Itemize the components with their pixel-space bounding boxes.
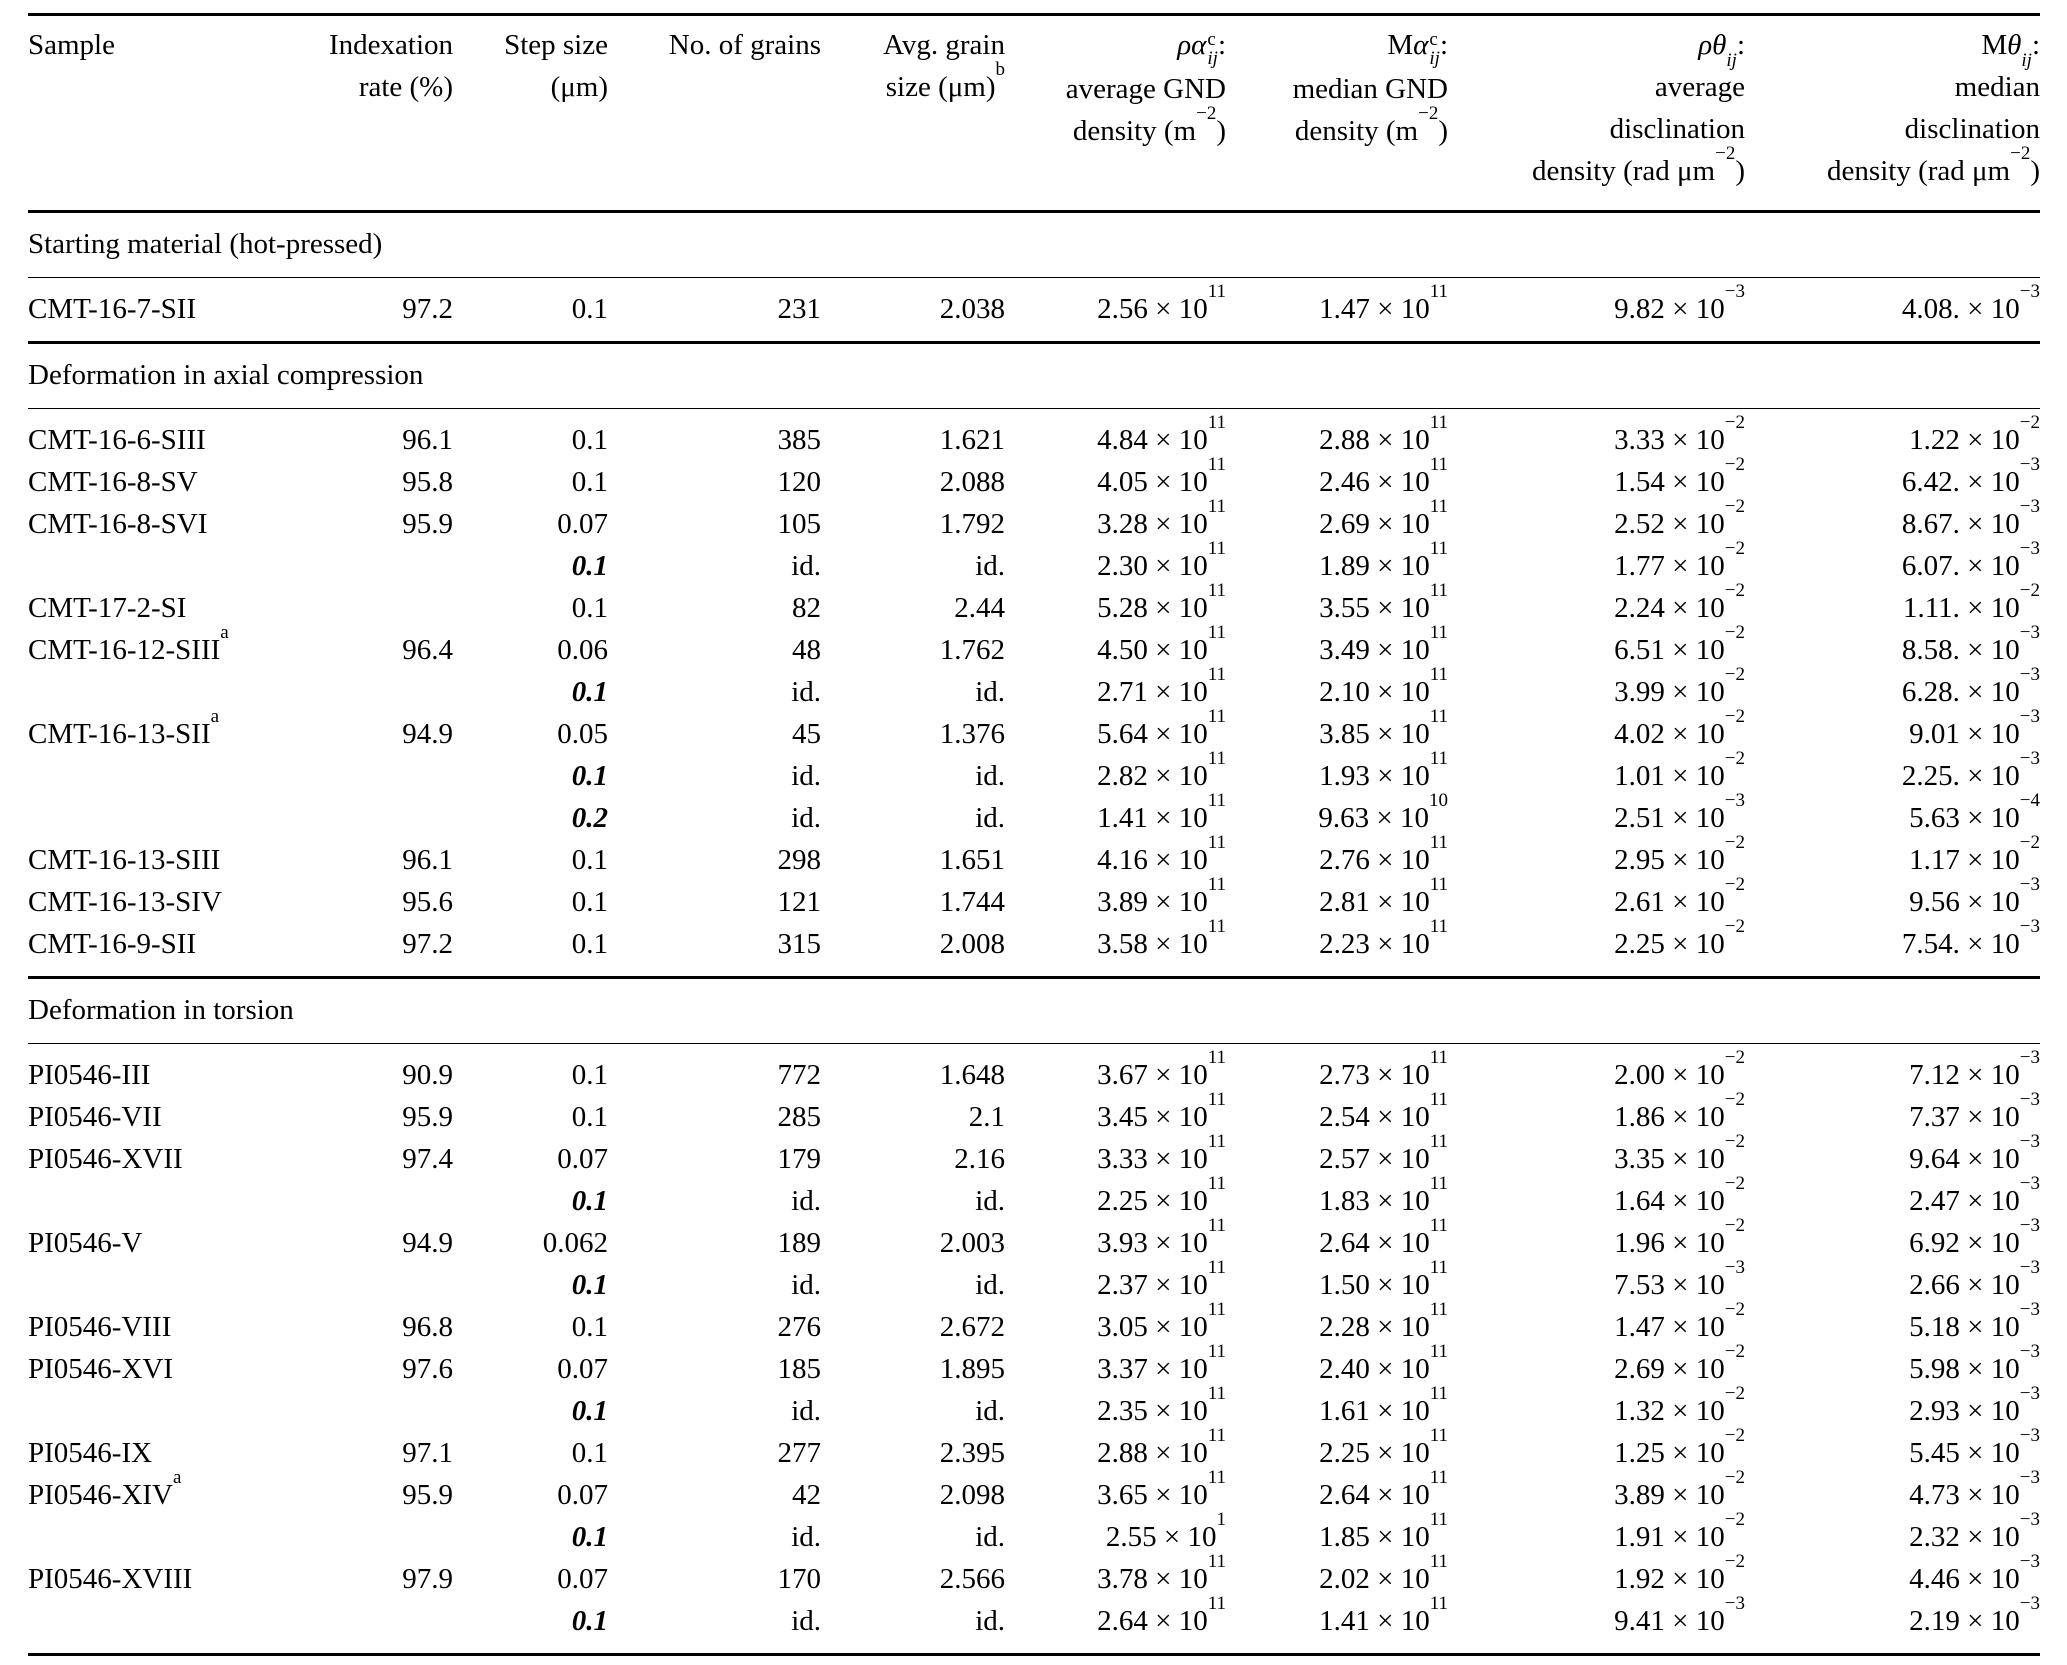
column-header-avg-gnd-density-line-3: density $(m^{-2})$	[1072, 103, 1226, 147]
cell-avg-grain-size: 2.098	[939, 1479, 1005, 1511]
cell-step-size: 0.05	[557, 718, 608, 750]
column-header-avg-grain-size-line-1: Avg. grain	[883, 29, 1005, 61]
cell-avg-grain-size: 2.003	[939, 1227, 1005, 1259]
cell-step-size: 0.1	[571, 928, 608, 960]
cell-avg-grain-size: 1.762	[939, 634, 1005, 666]
cell-avg-grain-size: 2.038	[939, 293, 1005, 325]
cell-indexation-rate: 97.6	[402, 1353, 453, 1385]
cell-avg-grain-size: id.	[975, 1605, 1005, 1637]
cell-indexation-rate	[308, 587, 453, 629]
cell-median-disclination-density: $2.66 \times 10^{-3}$	[1909, 1257, 2040, 1301]
cell-median-disclination-density: $2.47 \times 10^{-3}$	[1909, 1173, 2040, 1217]
cell-no-of-grains: id.	[791, 760, 821, 792]
column-header-sample	[28, 15, 308, 212]
column-header-no-of-grains-line-1: No. of grains	[668, 29, 821, 61]
cell-avg-grain-size: id.	[975, 1185, 1005, 1217]
cell-avg-disclination-density: $7.53 \times 10^{-3}$	[1614, 1257, 1745, 1301]
cell-sample: CMT-16-8-SVI	[28, 508, 208, 540]
cell-indexation-rate: 90.9	[402, 1059, 453, 1091]
cell-median-gnd-density: $2.73 \times 10^{11}$	[1319, 1047, 1448, 1091]
cell-avg-grain-size: 2.566	[939, 1563, 1005, 1595]
cell-step-size: 0.1	[571, 676, 608, 708]
cell-avg-disclination-density: $1.91 \times 10^{-2}$	[1614, 1509, 1745, 1553]
cell-avg-gnd-density: $2.88 \times 10^{11}$	[1097, 1425, 1226, 1469]
cell-avg-disclination-density: $2.61 \times 10^{-2}$	[1614, 874, 1745, 918]
column-header-median-disclination-density	[1745, 15, 2040, 212]
cell-sample	[28, 1180, 308, 1222]
cell-avg-gnd-density: $3.37 \times 10^{11}$	[1097, 1341, 1226, 1385]
cell-sample: CMT-16-8-SV	[28, 466, 198, 498]
table-row	[28, 1600, 2040, 1655]
cell-sample	[28, 545, 308, 587]
column-header-median-disclination-density-line-2: median	[1954, 71, 2040, 103]
cell-sample: PI0546-VIII	[28, 1311, 172, 1343]
cell-median-gnd-density: $1.83 \times 10^{11}$	[1319, 1173, 1448, 1217]
cell-avg-grain-size: id.	[975, 550, 1005, 582]
cell-median-gnd-density: $1.50 \times 10^{11}$	[1319, 1257, 1448, 1301]
cell-sample: PI0546-XIV$^a$	[28, 1467, 182, 1511]
cell-avg-grain-size: 1.621	[939, 424, 1005, 456]
cell-median-gnd-density: $3.85 \times 10^{11}$	[1319, 706, 1448, 750]
cell-median-gnd-density: $2.57 \times 10^{11}$	[1319, 1131, 1448, 1175]
cell-avg-grain-size: 1.895	[939, 1353, 1005, 1385]
cell-avg-grain-size: 1.648	[939, 1059, 1005, 1091]
cell-avg-disclination-density: $1.64 \times 10^{-2}$	[1614, 1173, 1745, 1217]
cell-median-gnd-density: $2.76 \times 10^{11}$	[1319, 832, 1448, 876]
cell-median-disclination-density: $9.01 \times 10^{-3}$	[1909, 706, 2040, 750]
cell-avg-grain-size: 1.744	[939, 886, 1005, 918]
cell-avg-disclination-density: $2.25 \times 10^{-2}$	[1614, 916, 1745, 960]
column-header-avg-disclination-density-line-1: $\rho\theta_{ij}$:	[1698, 29, 1745, 72]
cell-indexation-rate: 95.9	[402, 508, 453, 540]
cell-avg-gnd-density: $2.25 \times 10^{11}$	[1097, 1173, 1226, 1217]
cell-median-disclination-density: 7.54. × $10^{-3}$	[1901, 916, 2040, 960]
cell-median-disclination-density: $2.19 \times 10^{-3}$	[1909, 1593, 2040, 1637]
cell-avg-gnd-density: $3.93 \times 10^{11}$	[1097, 1215, 1226, 1259]
cell-median-disclination-density: 1.11. × $10^{-2}$	[1903, 580, 2040, 624]
cell-step-size: 0.1	[571, 550, 608, 582]
cell-indexation-rate	[308, 671, 453, 713]
cell-step-size: 0.07	[557, 1479, 608, 1511]
column-header-indexation-rate	[308, 15, 453, 212]
section-row	[28, 343, 2040, 409]
cell-median-gnd-density: $1.85 \times 10^{11}$	[1319, 1509, 1448, 1553]
cell-avg-gnd-density: $3.33 \times 10^{11}$	[1097, 1131, 1226, 1175]
cell-step-size: 0.062	[542, 1227, 608, 1259]
cell-median-gnd-density: $2.23 \times 10^{11}$	[1319, 916, 1448, 960]
column-header-avg-disclination-density-line-4: density (rad $\mu m^{-2}$)	[1532, 143, 1745, 187]
column-header-no-of-grains	[608, 15, 821, 212]
cell-indexation-rate: 96.8	[402, 1311, 453, 1343]
cell-median-gnd-density: $3.55 \times 10^{11}$	[1319, 580, 1448, 624]
section-row	[28, 212, 2040, 278]
column-header-step-size-line-1: Step size	[504, 29, 608, 61]
cell-step-size: 0.1	[571, 1605, 608, 1637]
cell-median-gnd-density: $1.89 \times 10^{11}$	[1319, 538, 1448, 582]
cell-no-of-grains: 298	[777, 844, 821, 876]
cell-avg-disclination-density: $3.33 \times 10^{-2}$	[1614, 412, 1745, 456]
cell-step-size: 0.1	[571, 1269, 608, 1301]
section-title: Deformation in torsion	[28, 978, 2040, 1044]
cell-avg-grain-size: 2.088	[939, 466, 1005, 498]
cell-sample: CMT-16-9-SII	[28, 928, 197, 960]
column-header-avg-gnd-density	[1005, 15, 1226, 212]
column-header-step-size-line-2: (μm)	[550, 71, 608, 103]
cell-median-disclination-density: $9.56 \times 10^{-3}$	[1909, 874, 2040, 918]
cell-sample	[28, 797, 308, 839]
cell-step-size: 0.1	[571, 1101, 608, 1133]
cell-no-of-grains: 121	[777, 886, 821, 918]
cell-sample: CMT-16-13-SIII	[28, 844, 221, 876]
cell-avg-grain-size: 2.1	[968, 1101, 1005, 1133]
cell-no-of-grains: 315	[777, 928, 821, 960]
table-row	[28, 278, 2040, 343]
cell-avg-gnd-density: $3.89 \times 10^{11}$	[1097, 874, 1226, 918]
cell-sample: CMT-16-7-SII	[28, 293, 197, 325]
cell-median-disclination-density: $5.98 \times 10^{-3}$	[1909, 1341, 2040, 1385]
cell-median-disclination-density: $5.45 \times 10^{-3}$	[1909, 1425, 2040, 1469]
cell-indexation-rate: 95.9	[402, 1101, 453, 1133]
cell-avg-disclination-density: $3.35 \times 10^{-2}$	[1614, 1131, 1745, 1175]
cell-avg-gnd-density: $3.45 \times 10^{11}$	[1097, 1089, 1226, 1133]
cell-avg-gnd-density: $2.30 \times 10^{11}$	[1097, 538, 1226, 582]
cell-avg-grain-size: 1.376	[939, 718, 1005, 750]
cell-avg-grain-size: 2.395	[939, 1437, 1005, 1469]
cell-sample: PI0546-XVIII	[28, 1563, 193, 1595]
cell-indexation-rate: 94.9	[402, 1227, 453, 1259]
cell-avg-disclination-density: $2.95 \times 10^{-2}$	[1614, 832, 1745, 876]
column-header-median-gnd-density-line-1: Mα c ij :	[1387, 28, 1448, 69]
cell-median-gnd-density: $2.54 \times 10^{11}$	[1319, 1089, 1448, 1133]
cell-step-size: 0.1	[571, 844, 608, 876]
cell-indexation-rate: 97.1	[402, 1437, 453, 1469]
cell-avg-disclination-density: $1.25 \times 10^{-2}$	[1614, 1425, 1745, 1469]
cell-indexation-rate: 95.8	[402, 466, 453, 498]
cell-avg-gnd-density: $5.64 \times 10^{11}$	[1097, 706, 1226, 750]
cell-median-disclination-density: $7.37 \times 10^{-3}$	[1909, 1089, 2040, 1133]
cell-sample: PI0546-V	[28, 1227, 143, 1259]
cell-no-of-grains: id.	[791, 1269, 821, 1301]
cell-avg-disclination-density: $9.82 \times 10^{-3}$	[1614, 281, 1745, 325]
cell-median-gnd-density: $9.63 \times 10^{10}$	[1318, 790, 1448, 834]
cell-indexation-rate	[308, 1180, 453, 1222]
cell-avg-grain-size: id.	[975, 760, 1005, 792]
cell-avg-gnd-density: $2.37 \times 10^{11}$	[1097, 1257, 1226, 1301]
cell-no-of-grains: 276	[777, 1311, 821, 1343]
cell-sample: CMT-16-13-SII$^a$	[28, 706, 220, 750]
cell-avg-gnd-density: $4.84 \times 10^{11}$	[1097, 412, 1226, 456]
cell-median-disclination-density: $5.18 \times 10^{-3}$	[1909, 1299, 2040, 1343]
column-header-step-size	[453, 15, 608, 212]
cell-avg-gnd-density: $2.35 \times 10^{11}$	[1097, 1383, 1226, 1427]
cell-no-of-grains: id.	[791, 550, 821, 582]
cell-avg-gnd-density: $3.05 \times 10^{11}$	[1097, 1299, 1226, 1343]
cell-avg-disclination-density: $3.89 \times 10^{-2}$	[1614, 1467, 1745, 1511]
cell-avg-disclination-density: $2.52 \times 10^{-2}$	[1614, 496, 1745, 540]
cell-no-of-grains: id.	[791, 802, 821, 834]
cell-median-disclination-density: $2.93 \times 10^{-3}$	[1909, 1383, 2040, 1427]
cell-sample: CMT-16-13-SIV	[28, 886, 222, 918]
cell-avg-disclination-density: $4.02 \times 10^{-2}$	[1614, 706, 1745, 750]
cell-step-size: 0.06	[557, 634, 608, 666]
cell-avg-gnd-density: $3.78 \times 10^{11}$	[1097, 1551, 1226, 1595]
cell-median-gnd-density: $2.25 \times 10^{11}$	[1319, 1425, 1448, 1469]
cell-step-size: 0.1	[571, 1395, 608, 1427]
cell-sample	[28, 1516, 308, 1558]
cell-median-gnd-density: $2.81 \times 10^{11}$	[1319, 874, 1448, 918]
cell-median-disclination-density: $2.32 \times 10^{-3}$	[1909, 1509, 2040, 1553]
cell-avg-gnd-density: $4.16 \times 10^{11}$	[1097, 832, 1226, 876]
cell-avg-gnd-density: $5.28 \times 10^{11}$	[1097, 580, 1226, 624]
column-header-indexation-rate-line-2: rate (%)	[358, 71, 453, 103]
cell-median-disclination-density: $1.22 \times 10^{-2}$	[1909, 412, 2040, 456]
cell-median-disclination-density: $4.73 \times 10^{-3}$	[1909, 1467, 2040, 1511]
cell-indexation-rate: 95.6	[402, 886, 453, 918]
cell-no-of-grains: 120	[777, 466, 821, 498]
section-row	[28, 978, 2040, 1044]
header-row	[28, 15, 2040, 212]
cell-median-disclination-density: $4.46 \times 10^{-3}$	[1909, 1551, 2040, 1595]
cell-no-of-grains: 45	[792, 718, 821, 750]
cell-no-of-grains: 189	[777, 1227, 821, 1259]
cell-no-of-grains: 185	[777, 1353, 821, 1385]
column-header-median-disclination-density-line-3: disclination	[1904, 113, 2040, 145]
cell-avg-gnd-density: $2.55 \times 10^1$	[1105, 1509, 1226, 1553]
cell-avg-disclination-density: $2.69 \times 10^{-2}$	[1614, 1341, 1745, 1385]
cell-avg-grain-size: 2.008	[939, 928, 1005, 960]
cell-step-size: 0.1	[571, 1185, 608, 1217]
cell-avg-gnd-density: $2.56 \times 10^{11}$	[1097, 281, 1226, 325]
column-header-avg-gnd-density-line-2: average GND	[1065, 72, 1226, 105]
cell-median-disclination-density: $7.12 \times 10^{-3}$	[1909, 1047, 2040, 1091]
cell-sample: PI0546-III	[28, 1059, 151, 1091]
cell-sample: PI0546-VII	[28, 1101, 162, 1133]
cell-indexation-rate: 94.9	[402, 718, 453, 750]
cell-avg-disclination-density: $1.01 \times 10^{-2}$	[1614, 748, 1745, 792]
cell-avg-gnd-density: $2.71 \times 10^{11}$	[1097, 664, 1226, 708]
cell-avg-disclination-density: $3.99 \times 10^{-2}$	[1614, 664, 1745, 708]
cell-median-gnd-density: $1.41 \times 10^{11}$	[1319, 1593, 1448, 1637]
table-header	[28, 15, 2040, 212]
cell-indexation-rate: 97.2	[402, 928, 453, 960]
cell-median-gnd-density: $2.10 \times 10^{11}$	[1319, 664, 1448, 708]
cell-avg-grain-size: id.	[975, 676, 1005, 708]
cell-no-of-grains: 772	[777, 1059, 821, 1091]
cell-avg-disclination-density: $9.41 \times 10^{-3}$	[1614, 1593, 1745, 1637]
cell-median-gnd-density: $2.88 \times 10^{11}$	[1319, 412, 1448, 456]
cell-step-size: 0.07	[557, 1143, 608, 1175]
cell-step-size: 0.1	[571, 1521, 608, 1553]
cell-sample	[28, 1600, 308, 1655]
cell-no-of-grains: id.	[791, 676, 821, 708]
column-header-avg-grain-size-line-2: size $(\mu m)^b$	[885, 59, 1005, 103]
cell-avg-gnd-density: $2.82 \times 10^{11}$	[1097, 748, 1226, 792]
cell-avg-disclination-density: $1.32 \times 10^{-2}$	[1614, 1383, 1745, 1427]
cell-median-disclination-density: 6.42. × $10^{-3}$	[1901, 454, 2040, 498]
column-header-avg-disclination-density-line-3: disclination	[1609, 113, 1745, 145]
cell-avg-gnd-density: $2.64 \times 10^{11}$	[1097, 1593, 1226, 1637]
cell-avg-gnd-density: $4.50 \times 10^{11}$	[1097, 622, 1226, 666]
column-header-median-disclination-density-line-1: $M\theta_{ij}$:	[1981, 29, 2040, 72]
cell-step-size: 0.07	[557, 508, 608, 540]
cell-avg-disclination-density: $2.51 \times 10^{-3}$	[1614, 790, 1745, 834]
column-header-median-gnd-density-line-2: median GND	[1292, 72, 1448, 105]
cell-sample: CMT-16-6-SIII	[28, 424, 206, 456]
cell-step-size: 0.1	[571, 592, 608, 624]
cell-no-of-grains: id.	[791, 1605, 821, 1637]
cell-indexation-rate: 97.2	[402, 293, 453, 325]
cell-no-of-grains: 82	[792, 592, 821, 624]
cell-median-gnd-density: $2.02 \times 10^{11}$	[1319, 1551, 1448, 1595]
cell-avg-disclination-density: $2.00 \times 10^{-2}$	[1614, 1047, 1745, 1091]
cell-no-of-grains: id.	[791, 1185, 821, 1217]
cell-indexation-rate	[308, 1390, 453, 1432]
section-title: Deformation in axial compression	[28, 343, 2040, 409]
column-header-avg-gnd-density-line-1: ρα c ij :	[1177, 28, 1226, 69]
cell-step-size: 0.1	[571, 293, 608, 325]
cell-indexation-rate: 96.1	[402, 844, 453, 876]
cell-sample	[28, 755, 308, 797]
cell-no-of-grains: 48	[792, 634, 821, 666]
samples-table	[28, 13, 2040, 1656]
cell-avg-grain-size: 1.651	[939, 844, 1005, 876]
cell-indexation-rate	[308, 797, 453, 839]
cell-sample: CMT-17-2-SI	[28, 592, 187, 624]
cell-sample: PI0546-XVI	[28, 1353, 173, 1385]
cell-sample	[28, 1390, 308, 1432]
cell-avg-grain-size: id.	[975, 1269, 1005, 1301]
cell-no-of-grains: 385	[777, 424, 821, 456]
cell-sample	[28, 671, 308, 713]
cell-median-gnd-density: $2.28 \times 10^{11}$	[1319, 1299, 1448, 1343]
column-header-median-gnd-density	[1226, 15, 1448, 212]
cell-avg-disclination-density: $1.77 \times 10^{-2}$	[1614, 538, 1745, 582]
cell-median-gnd-density: $2.40 \times 10^{11}$	[1319, 1341, 1448, 1385]
table-row	[28, 923, 2040, 978]
cell-step-size: 0.1	[571, 760, 608, 792]
cell-indexation-rate: 95.9	[402, 1479, 453, 1511]
cell-no-of-grains: 42	[792, 1479, 821, 1511]
cell-median-disclination-density: $1.17 \times 10^{-2}$	[1909, 832, 2040, 876]
cell-avg-gnd-density: $3.65 \times 10^{11}$	[1097, 1467, 1226, 1511]
column-header-avg-disclination-density	[1448, 15, 1745, 212]
cell-no-of-grains: 105	[777, 508, 821, 540]
cell-indexation-rate: 97.4	[402, 1143, 453, 1175]
cell-step-size: 0.1	[571, 1437, 608, 1469]
cell-step-size: 0.07	[557, 1353, 608, 1385]
cell-median-disclination-density: $9.64 \times 10^{-3}$	[1909, 1131, 2040, 1175]
cell-indexation-rate	[308, 1516, 453, 1558]
cell-median-gnd-density: $1.93 \times 10^{11}$	[1319, 748, 1448, 792]
cell-no-of-grains: id.	[791, 1521, 821, 1553]
cell-avg-disclination-density: $6.51 \times 10^{-2}$	[1614, 622, 1745, 666]
cell-avg-grain-size: 2.16	[954, 1143, 1005, 1175]
column-header-sample-line-1: Sample	[28, 29, 115, 61]
cell-sample: CMT-16-12-SIII$^a$	[28, 622, 229, 666]
cell-step-size: 0.1	[571, 1059, 608, 1091]
cell-median-disclination-density: 2.25. × $10^{-3}$	[1901, 748, 2040, 792]
cell-no-of-grains: 179	[777, 1143, 821, 1175]
cell-median-gnd-density: $3.49 \times 10^{11}$	[1319, 622, 1448, 666]
cell-median-gnd-density: $2.46 \times 10^{11}$	[1319, 454, 1448, 498]
cell-indexation-rate: 96.4	[402, 634, 453, 666]
cell-avg-disclination-density: $1.47 \times 10^{-2}$	[1614, 1299, 1745, 1343]
column-header-avg-disclination-density-line-2: average	[1654, 71, 1745, 103]
cell-sample	[28, 1264, 308, 1306]
cell-median-disclination-density: 6.07. × $10^{-3}$	[1901, 538, 2040, 582]
column-header-median-gnd-density-line-3: density $(m^{-2})$	[1294, 103, 1448, 147]
cell-avg-grain-size: 2.44	[954, 592, 1005, 624]
cell-sample: PI0546-IX	[28, 1437, 153, 1469]
cell-indexation-rate	[308, 1264, 453, 1306]
cell-avg-gnd-density: $3.28 \times 10^{11}$	[1097, 496, 1226, 540]
cell-avg-gnd-density: $3.58 \times 10^{11}$	[1097, 916, 1226, 960]
cell-avg-grain-size: id.	[975, 1521, 1005, 1553]
cell-median-disclination-density: 8.67. × $10^{-3}$	[1901, 496, 2040, 540]
paper-table-page	[0, 13, 2067, 1656]
cell-avg-grain-size: id.	[975, 1395, 1005, 1427]
cell-indexation-rate	[308, 545, 453, 587]
cell-step-size: 0.1	[571, 424, 608, 456]
cell-median-gnd-density: $1.47 \times 10^{11}$	[1319, 281, 1448, 325]
cell-no-of-grains: 277	[777, 1437, 821, 1469]
cell-median-disclination-density: 6.28. × $10^{-3}$	[1901, 664, 2040, 708]
cell-avg-grain-size: 1.792	[939, 508, 1005, 540]
column-header-avg-grain-size	[821, 15, 1005, 212]
column-header-indexation-rate-line-1: Indexation	[328, 29, 453, 61]
cell-median-gnd-density: $2.64 \times 10^{11}$	[1319, 1215, 1448, 1259]
cell-sample: PI0546-XVII	[28, 1143, 183, 1175]
cell-step-size: 0.07	[557, 1563, 608, 1595]
cell-avg-disclination-density: $2.24 \times 10^{-2}$	[1614, 580, 1745, 624]
cell-median-gnd-density: $2.64 \times 10^{11}$	[1319, 1467, 1448, 1511]
cell-avg-disclination-density: $1.54 \times 10^{-2}$	[1614, 454, 1745, 498]
cell-median-gnd-density: $2.69 \times 10^{11}$	[1319, 496, 1448, 540]
cell-indexation-rate	[308, 755, 453, 797]
cell-indexation-rate: 97.9	[402, 1563, 453, 1595]
cell-no-of-grains: 285	[777, 1101, 821, 1133]
cell-avg-grain-size: 2.672	[939, 1311, 1005, 1343]
cell-avg-gnd-density: $1.41 \times 10^{11}$	[1097, 790, 1226, 834]
cell-median-disclination-density: $6.92 \times 10^{-3}$	[1909, 1215, 2040, 1259]
cell-step-size: 0.2	[571, 802, 608, 834]
cell-median-gnd-density: $1.61 \times 10^{11}$	[1319, 1383, 1448, 1427]
cell-no-of-grains: 231	[777, 293, 821, 325]
cell-avg-disclination-density: $1.96 \times 10^{-2}$	[1614, 1215, 1745, 1259]
cell-avg-disclination-density: $1.86 \times 10^{-2}$	[1614, 1089, 1745, 1133]
cell-step-size: 0.1	[571, 466, 608, 498]
cell-indexation-rate: 96.1	[402, 424, 453, 456]
cell-median-disclination-density: 4.08. × $10^{-3}$	[1901, 281, 2040, 325]
cell-avg-gnd-density: $3.67 \times 10^{11}$	[1097, 1047, 1226, 1091]
cell-median-disclination-density: $5.63 \times 10^{-4}$	[1909, 790, 2040, 834]
cell-indexation-rate	[308, 1600, 453, 1655]
section-title: Starting material (hot-pressed)	[28, 212, 2040, 278]
column-header-median-disclination-density-line-4: density (rad $\mu m^{-2}$)	[1827, 143, 2040, 187]
cell-median-disclination-density: 8.58. × $10^{-3}$	[1901, 622, 2040, 666]
cell-avg-disclination-density: $1.92 \times 10^{-2}$	[1614, 1551, 1745, 1595]
cell-step-size: 0.1	[571, 886, 608, 918]
cell-avg-grain-size: id.	[975, 802, 1005, 834]
cell-step-size: 0.1	[571, 1311, 608, 1343]
cell-avg-gnd-density: $4.05 \times 10^{11}$	[1097, 454, 1226, 498]
table-body	[28, 212, 2040, 1655]
cell-no-of-grains: id.	[791, 1395, 821, 1427]
cell-no-of-grains: 170	[777, 1563, 821, 1595]
